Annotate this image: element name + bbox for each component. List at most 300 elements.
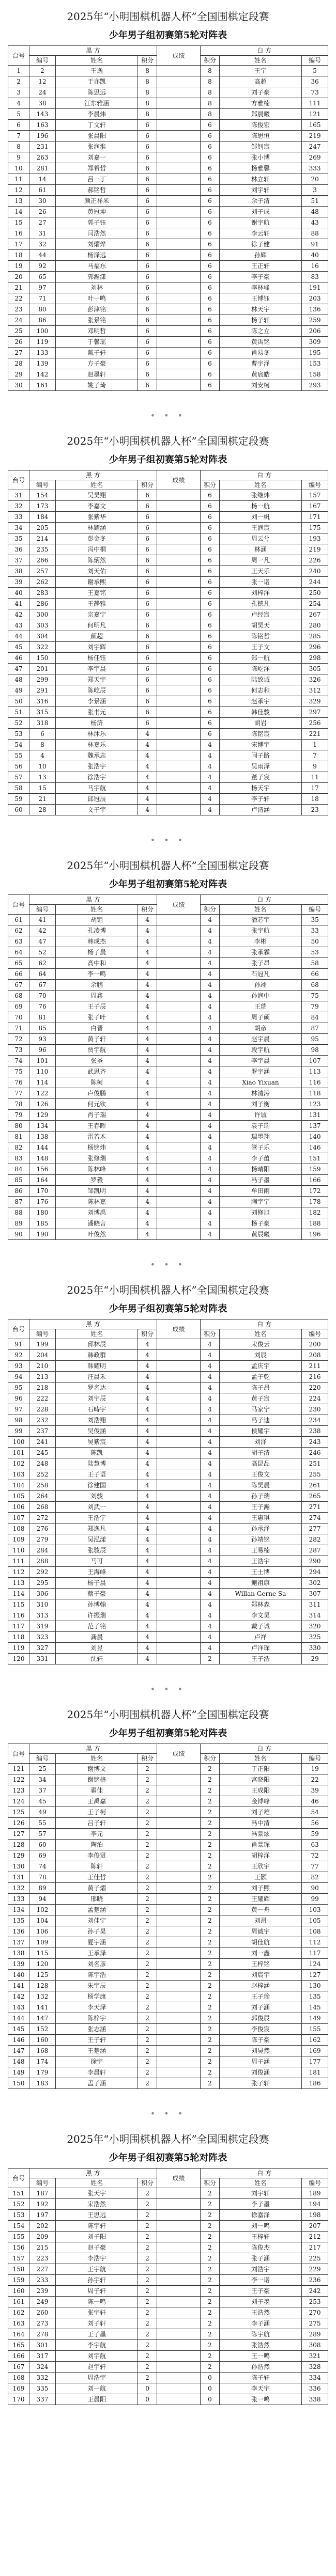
cell-white-name: 李子墨 (219, 2199, 302, 2210)
cell-white-points: 2 (201, 2002, 219, 2013)
cell-board: 73 (8, 1045, 29, 1056)
cell-black-points: 6 (138, 239, 157, 250)
cell-board: 95 (8, 1383, 29, 1393)
table-row (8, 2056, 328, 2067)
pairings-table (8, 1743, 328, 2089)
cell-white-id: 171 (302, 512, 328, 523)
cell-result (157, 1393, 201, 1404)
cell-black-id: 284 (29, 1545, 56, 1556)
cell-black-points: 4 (138, 936, 157, 947)
cell-result (157, 217, 201, 228)
cell-white-points: 6 (201, 696, 219, 707)
cell-black-points: 6 (138, 369, 157, 380)
cell-white-points: 4 (201, 1350, 219, 1361)
cell-black-name: 于亦凯 (55, 76, 138, 87)
cell-white-name: 石冠凡 (219, 969, 302, 980)
cell-white-points: 8 (201, 98, 219, 109)
header-black-name: 姓名 (55, 56, 138, 66)
cell-black-points: 4 (138, 1480, 157, 1491)
cell-black-points: 4 (138, 925, 157, 936)
table-row (8, 653, 328, 664)
cell-black-name: 张骏辰 (55, 1545, 138, 1556)
cell-white-points: 6 (201, 348, 219, 358)
cell-black-name: 龚晨 (55, 1632, 138, 1643)
cell-black-points: 4 (138, 1350, 157, 1361)
table-row (8, 1077, 328, 1088)
cell-white-id: 117 (302, 1948, 328, 1959)
cell-white-id: 226 (302, 555, 328, 566)
cell-result (157, 87, 201, 98)
sheet-separator: • • • (150, 1259, 186, 1269)
cell-white-id: 72 (302, 1850, 328, 1861)
cell-white-id: 84 (302, 1012, 328, 1023)
cell-white-name: 许诚 (219, 1110, 302, 1121)
cell-white-id: 40 (302, 250, 328, 261)
cell-white-id: 293 (302, 380, 328, 391)
cell-black-name: 贾宇航 (55, 1045, 138, 1056)
cell-white-name: 卢经宸 (219, 609, 302, 620)
cell-black-id: 120 (29, 1959, 56, 1970)
cell-white-name: 牟田雨 (219, 1186, 302, 1197)
cell-white-points: 4 (201, 1034, 219, 1045)
cell-white-name: 刘子墨 (219, 2297, 302, 2307)
table-row (8, 87, 328, 98)
cell-black-name: 孟子涵 (55, 2078, 138, 2089)
table-row (8, 1796, 328, 1807)
cell-black-points: 6 (138, 685, 157, 696)
cell-board: 94 (8, 1372, 29, 1383)
cell-black-name: 宗嘉宁 (55, 609, 138, 620)
cell-black-name: 刘林 (55, 282, 138, 293)
pairing-sheet (0, 0, 336, 413)
cell-board: 116 (8, 1610, 29, 1621)
cell-black-points: 6 (138, 674, 157, 685)
cell-black-id: 196 (29, 131, 56, 142)
cell-board: 39 (8, 577, 29, 588)
cell-black-points: 8 (138, 98, 157, 109)
cell-white-points: 4 (201, 1545, 219, 1556)
cell-black-points: 4 (138, 969, 157, 980)
cell-black-id: 6 (29, 729, 56, 740)
cell-black-points: 4 (138, 1197, 157, 1207)
cell-black-id: 57 (29, 1829, 56, 1840)
cell-black-id: 92 (29, 261, 56, 272)
table-row (8, 718, 328, 729)
cell-white-points: 4 (201, 740, 219, 750)
table-row (8, 293, 328, 304)
cell-board: 165 (8, 2340, 29, 2351)
table-row (8, 1840, 328, 1850)
cell-white-name: 王子豪 (219, 2286, 302, 2297)
cell-result (157, 1066, 201, 1077)
cell-white-id: 63 (302, 1840, 328, 1850)
cell-white-points: 6 (201, 588, 219, 599)
pairings-table (8, 894, 328, 1240)
cell-board: 83 (8, 1153, 29, 1164)
table-row (8, 1523, 328, 1534)
cell-result (157, 1229, 201, 1240)
cell-white-id: 282 (302, 1534, 328, 1545)
cell-white-points: 4 (201, 1393, 219, 1404)
cell-white-name: 杨晴阳 (219, 1164, 302, 1175)
cell-white-points: 4 (201, 1437, 219, 1448)
cell-result (157, 794, 201, 805)
cell-black-points: 2 (138, 1959, 157, 1970)
cell-white-name: 肖景琛 (219, 1840, 302, 1850)
table-row (8, 282, 328, 293)
cell-black-id: 49 (29, 1807, 56, 1818)
cell-white-name: 李一诺 (219, 2275, 302, 2286)
cell-black-id: 143 (29, 109, 56, 120)
cell-board: 158 (8, 2264, 29, 2275)
cell-result (157, 2024, 201, 2035)
cell-black-id: 260 (29, 2307, 56, 2318)
cell-white-id: 103 (302, 1905, 328, 1915)
cell-white-name: 陈子昂 (219, 1383, 302, 1393)
cell-board: 25 (8, 326, 29, 337)
cell-white-name: 陈昊晨 (219, 1480, 302, 1491)
cell-white-id: 50 (302, 936, 328, 947)
table-row (8, 1807, 328, 1818)
header-black-id: 编号 (29, 1329, 56, 1339)
cell-black-points: 4 (138, 1643, 157, 1654)
cell-result (157, 2013, 201, 2024)
cell-black-points: 4 (138, 991, 157, 1001)
cell-white-points: 2 (201, 2340, 219, 2351)
cell-black-id: 241 (29, 1437, 56, 1448)
cell-white-id: 217 (302, 2242, 328, 2253)
cell-black-points: 6 (138, 664, 157, 674)
cell-result (157, 533, 201, 544)
table-row (8, 980, 328, 991)
cell-board: 76 (8, 1077, 29, 1088)
table-row (8, 1001, 328, 1012)
cell-white-id: 83 (302, 272, 328, 282)
cell-black-points: 4 (138, 794, 157, 805)
cell-result (157, 1099, 201, 1110)
cell-white-name: 郭俊辰 (219, 2013, 302, 2024)
cell-board: 129 (8, 1850, 29, 1861)
cell-black-name: 余鹏 (55, 980, 138, 991)
cell-black-id: 197 (29, 2210, 56, 2221)
cell-black-points: 2 (138, 2232, 157, 2242)
cell-black-points: 2 (138, 2351, 157, 2362)
table-row (8, 1959, 328, 1970)
cell-result (157, 1197, 201, 1207)
cell-black-points: 8 (138, 87, 157, 98)
cell-result (157, 1077, 201, 1088)
cell-white-name: 王宁 (219, 66, 302, 76)
cell-board: 163 (8, 2318, 29, 2329)
cell-white-points: 4 (201, 1599, 219, 1610)
cell-white-name: Xiao Yixuan (219, 1077, 302, 1088)
cell-black-id: 2 (29, 66, 56, 76)
cell-black-points: 2 (138, 2373, 157, 2383)
cell-black-id: 28 (29, 805, 56, 815)
cell-result (157, 1056, 201, 1066)
cell-black-name: 陆慧博 (55, 1458, 138, 1469)
table-row (8, 1404, 328, 1415)
cell-black-name: 李一鸣 (55, 969, 138, 980)
cell-board: 54 (8, 740, 29, 750)
cell-result (157, 272, 201, 282)
cell-black-points: 4 (138, 1056, 157, 1066)
cell-white-id: 22 (302, 1774, 328, 1785)
header-white-id: 编号 (302, 905, 328, 915)
cell-board: 51 (8, 707, 29, 718)
cell-result (157, 1915, 201, 1926)
cell-black-points: 6 (138, 696, 157, 707)
cell-board: 92 (8, 1350, 29, 1361)
table-row (8, 66, 328, 76)
cell-board: 43 (8, 620, 29, 631)
cell-black-name: 韩耀明 (55, 1361, 138, 1372)
cell-white-points: 4 (201, 1142, 219, 1153)
cell-white-name: 王浩宇 (219, 1556, 302, 1567)
cell-result (157, 326, 201, 337)
cell-board: 132 (8, 1883, 29, 1894)
pairing-sheet (0, 425, 336, 838)
cell-white-points: 8 (201, 76, 219, 87)
cell-board: 108 (8, 1523, 29, 1534)
cell-white-points: 6 (201, 533, 219, 544)
cell-white-name: 李云轩 (219, 228, 302, 239)
cell-white-id: 135 (302, 1991, 328, 2002)
cell-black-name: 李晨炜 (55, 109, 138, 120)
cell-black-id: 276 (29, 1523, 56, 1534)
header-white-points: 积分 (201, 480, 219, 490)
cell-white-points: 6 (201, 239, 219, 250)
cell-white-name: 肖易冬 (219, 348, 302, 358)
cell-black-points: 6 (138, 718, 157, 729)
cell-board: 16 (8, 228, 29, 239)
cell-black-points: 4 (138, 1523, 157, 1534)
cell-white-points: 6 (201, 674, 219, 685)
table-row (8, 2046, 328, 2056)
header-black-id: 编号 (29, 56, 56, 66)
cell-black-points: 6 (138, 620, 157, 631)
cell-black-points: 4 (138, 1186, 157, 1197)
pairing-sheet (0, 2123, 336, 2536)
cell-white-id: 105 (302, 1915, 328, 1926)
cell-white-name: 王子瑜 (219, 1991, 302, 2002)
cell-white-id: 203 (302, 293, 328, 304)
cell-black-name: 黄冠坤 (55, 207, 138, 217)
cell-black-id: 27 (29, 217, 56, 228)
cell-white-name: 冯子墨 (219, 1175, 302, 1186)
table-row (8, 991, 328, 1001)
cell-black-id: 313 (29, 1610, 56, 1621)
cell-white-points: 2 (201, 1926, 219, 1937)
cell-black-points: 6 (138, 207, 157, 217)
cell-black-id: 71 (29, 293, 56, 304)
cell-board: 84 (8, 1164, 29, 1175)
table-row (8, 750, 328, 761)
cell-black-points: 4 (138, 1632, 157, 1643)
table-row (8, 696, 328, 707)
cell-white-points: 2 (201, 1785, 219, 1796)
cell-black-points: 4 (138, 1534, 157, 1545)
cell-white-name: 胡岩 (219, 718, 302, 729)
cell-white-points: 4 (201, 750, 219, 761)
table-row (8, 958, 328, 969)
cell-board: 136 (8, 1926, 29, 1937)
cell-white-id: 296 (302, 642, 328, 653)
cell-white-points: 4 (201, 1056, 219, 1066)
cell-result (157, 185, 201, 196)
cell-black-id: 67 (29, 980, 56, 991)
cell-white-points: 2 (201, 1796, 219, 1807)
cell-result (157, 1556, 201, 1567)
cell-black-name: 陈炳然 (55, 555, 138, 566)
cell-black-name: 陈林嘉 (55, 1197, 138, 1207)
table-row (8, 925, 328, 936)
cell-white-id: 51 (302, 196, 328, 207)
cell-white-points: 4 (201, 1023, 219, 1034)
cell-black-id: 176 (29, 1197, 56, 1207)
cell-black-name: 李宇晨 (55, 664, 138, 674)
header-white-id: 编号 (302, 1329, 328, 1339)
cell-black-id: 94 (29, 1894, 56, 1905)
cell-result (157, 1175, 201, 1186)
cell-white-points: 4 (201, 1175, 219, 1186)
cell-white-id: 91 (302, 239, 328, 250)
header-black-name: 姓名 (55, 905, 138, 915)
cell-black-name: 方子豪 (55, 358, 138, 369)
cell-black-name: 王子柯 (55, 1807, 138, 1818)
table-row (8, 1132, 328, 1142)
cell-black-name: 陈宇浩 (55, 1970, 138, 1981)
table-row (8, 1393, 328, 1404)
cell-black-points: 2 (138, 1872, 157, 1883)
cell-board: 113 (8, 1578, 29, 1589)
cell-board: 44 (8, 631, 29, 642)
document-title: 2025年“小明围棋机器人杯”全国围棋定段赛 (67, 10, 269, 23)
cell-white-id: 145 (302, 2002, 328, 2013)
cell-result (157, 1207, 201, 1218)
cell-board: 102 (8, 1458, 29, 1469)
cell-black-id: 141 (29, 2002, 56, 2013)
cell-result (157, 2275, 201, 2286)
cell-black-points: 2 (138, 1948, 157, 1959)
cell-black-name: 吕子轩 (55, 1818, 138, 1829)
cell-white-name: 韩佳骏 (219, 707, 302, 718)
table-row (8, 315, 328, 326)
cell-white-name: 胡梓洋 (219, 1850, 302, 1861)
cell-white-name: 刘子衡 (219, 1099, 302, 1110)
cell-black-name: 王思远 (55, 2210, 138, 2221)
cell-board: 170 (8, 2394, 29, 2405)
cell-board: 107 (8, 1513, 29, 1523)
cell-black-id: 15 (29, 783, 56, 794)
cell-white-id: 236 (302, 2275, 328, 2286)
cell-white-name: 瑞墨翔 (219, 1132, 302, 1142)
cell-result (157, 293, 201, 304)
cell-white-id: 211 (302, 1361, 328, 1372)
cell-white-id: 216 (302, 1372, 328, 1383)
cell-white-id: 240 (302, 566, 328, 577)
cell-white-name: 刘一鑫 (219, 1948, 302, 1959)
header-white-id: 编号 (302, 480, 328, 490)
cell-result (157, 1218, 201, 1229)
table-row (8, 326, 328, 337)
cell-board: 89 (8, 1218, 29, 1229)
cell-black-id: 324 (29, 2362, 56, 2373)
cell-black-id: 96 (29, 1045, 56, 1056)
cell-result (157, 685, 201, 696)
cell-board: 120 (8, 1654, 29, 1664)
cell-white-points: 4 (201, 925, 219, 936)
cell-board: 130 (8, 1861, 29, 1872)
cell-board: 152 (8, 2199, 29, 2210)
cell-black-points: 4 (138, 1034, 157, 1045)
cell-black-points: 4 (138, 1012, 157, 1023)
document-subtitle: 少年男子组初赛第5轮对阵表 (109, 30, 227, 41)
cell-black-points: 2 (138, 2264, 157, 2275)
cell-black-points: 2 (138, 1840, 157, 1850)
cell-board: 37 (8, 555, 29, 566)
cell-black-name: 吴俊涵 (55, 1426, 138, 1437)
cell-black-id: 97 (29, 282, 56, 293)
cell-board: 36 (8, 544, 29, 555)
cell-white-points: 4 (201, 1491, 219, 1502)
cell-white-points: 4 (201, 1164, 219, 1175)
cell-black-points: 6 (138, 609, 157, 620)
table-row (8, 1926, 328, 1937)
cell-result (157, 1785, 201, 1796)
cell-black-id: 214 (29, 533, 56, 544)
cell-black-points: 6 (138, 228, 157, 239)
cell-black-id: 38 (29, 98, 56, 109)
cell-black-name: 于馨瑶 (55, 337, 138, 348)
header-white-name: 姓名 (219, 1329, 302, 1339)
cell-result (157, 1981, 201, 1991)
cell-white-points: 2 (201, 1991, 219, 2002)
cell-board: 149 (8, 2067, 29, 2078)
table-row (8, 1110, 328, 1121)
cell-black-id: 65 (29, 272, 56, 282)
table-row (8, 2275, 328, 2286)
cell-black-id: 204 (29, 1350, 56, 1361)
cell-white-name: 张子昂 (219, 958, 302, 969)
cell-result (157, 958, 201, 969)
cell-black-id: 160 (29, 2035, 56, 2046)
header-white-name: 姓名 (219, 2178, 302, 2188)
cell-black-points: 6 (138, 358, 157, 369)
cell-black-name: 沈轩 (55, 1654, 138, 1664)
cell-black-name: 王宇航 (55, 2264, 138, 2275)
cell-white-name: 于正阳 (219, 1764, 302, 1774)
cell-black-name: 张宇轩 (55, 2307, 138, 2318)
cell-black-id: 163 (29, 120, 56, 131)
table-row (8, 2067, 328, 2078)
cell-black-points: 4 (138, 1175, 157, 1186)
cell-white-name: 鲍祖康 (219, 1578, 302, 1589)
cell-white-points: 2 (201, 1840, 219, 1850)
cell-black-id: 303 (29, 620, 56, 631)
cell-white-id: 59 (302, 1829, 328, 1840)
cell-white-id: 244 (302, 577, 328, 588)
table-row (8, 1186, 328, 1197)
cell-white-name: 张宇航 (219, 925, 302, 936)
cell-black-id: 288 (29, 1556, 56, 1567)
cell-white-id: 11 (302, 772, 328, 783)
cell-result (157, 1361, 201, 1372)
table-row (8, 490, 328, 501)
cell-black-id: 26 (29, 207, 56, 217)
cell-board: 5 (8, 109, 29, 120)
cell-black-name: 邢晓 (55, 1894, 138, 1905)
